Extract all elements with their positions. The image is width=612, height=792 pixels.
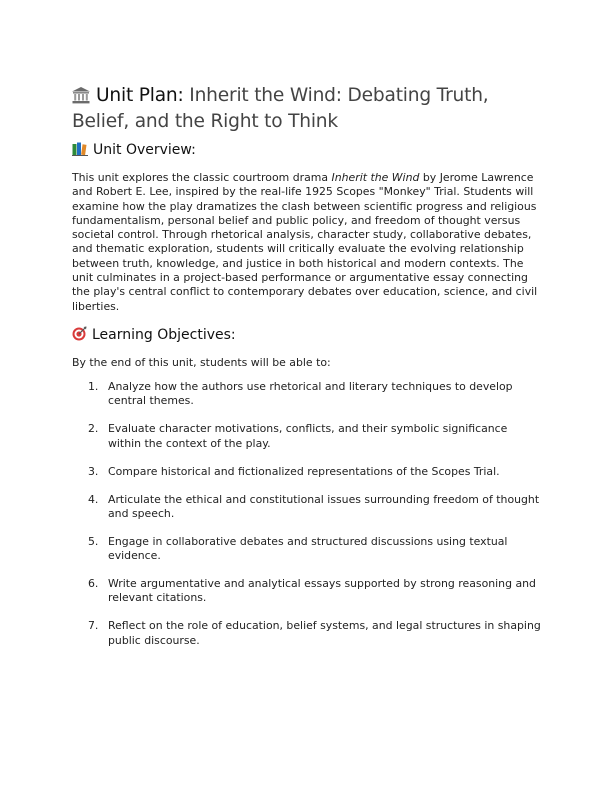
classical-building-icon xyxy=(72,87,90,110)
list-item-text: Articulate the ethical and constitutional issues surrounding freedom of thought and speech. xyxy=(108,492,540,520)
books-icon xyxy=(72,142,88,161)
list-item-text: Analyze how the authors use rhetorical and literary techniques to develop central themes. xyxy=(108,380,513,408)
overview-heading-text: Unit Overview: xyxy=(93,142,196,158)
list-item-text: Write argumentative and analytical essays supported by strong reasoning and relevant citations. xyxy=(108,577,536,605)
list-item xyxy=(72,619,542,648)
list-item-text: Engage in collaborative debates and structured discussions using textual evidence. xyxy=(108,534,508,563)
list-item-number: 4. xyxy=(88,492,99,506)
list-item xyxy=(72,422,542,451)
list-item-text: Compare historical and fictionalized representations of the Scopes Trial. xyxy=(108,464,500,478)
title-lead: Unit Plan: xyxy=(96,85,184,106)
list-item-text: Evaluate character motivations, conflicts, and their symbolic significance within the context of the play. xyxy=(108,422,508,450)
list-item xyxy=(72,465,542,479)
list-item-number: 3. xyxy=(88,464,99,478)
overview-text-part-1: This unit explores the classic courtroom drama xyxy=(72,171,332,184)
objectives-heading xyxy=(72,326,236,346)
objectives-intro: By the end of this unit, students will be able to: xyxy=(72,356,331,369)
list-item-number: 6. xyxy=(88,577,99,591)
list-item xyxy=(72,380,542,409)
play-title-italic: Inherit the Wind xyxy=(331,171,420,184)
page-title xyxy=(72,84,542,133)
list-item-number: 1. xyxy=(88,380,99,393)
list-item-text: Reflect on the role of education, belief systems, and legal structures in shaping public discourse. xyxy=(108,619,541,647)
overview-text-part-2: by Jerome Lawrence and Robert E. Lee, inspired by the real-life 1925 Scopes "Monkey" Trial. Students will examine how the play dramatizes the clash between scientific progress and religious fundamentalism, personal belief and public policy, and freedom of thought versus societal control. Through rhetorical analysis, character study, collaborative debates, and thematic exploration, students will critically evaluate the evolving relationship between truth, knowledge, and justice in both historical and modern contexts. The unit culminates in a project-based performance or argumentative essay connecting the play's central conflict to contemporary debates over education, science, and civil liberties. xyxy=(72,171,538,313)
objectives-heading-text: Learning Objectives: xyxy=(92,327,236,343)
overview-heading xyxy=(72,141,196,161)
overview-paragraph xyxy=(72,171,542,314)
objectives-list xyxy=(72,380,542,662)
list-item-number: 7. xyxy=(88,619,99,633)
list-item-number: 5. xyxy=(88,534,99,548)
title-rest: Inherit the Wind: Debating Truth, Belief, and the Right to Think xyxy=(72,85,489,132)
list-item xyxy=(72,493,542,522)
target-icon xyxy=(72,326,87,346)
list-item xyxy=(72,577,542,606)
list-item xyxy=(72,535,542,564)
list-item-number: 2. xyxy=(88,422,99,436)
